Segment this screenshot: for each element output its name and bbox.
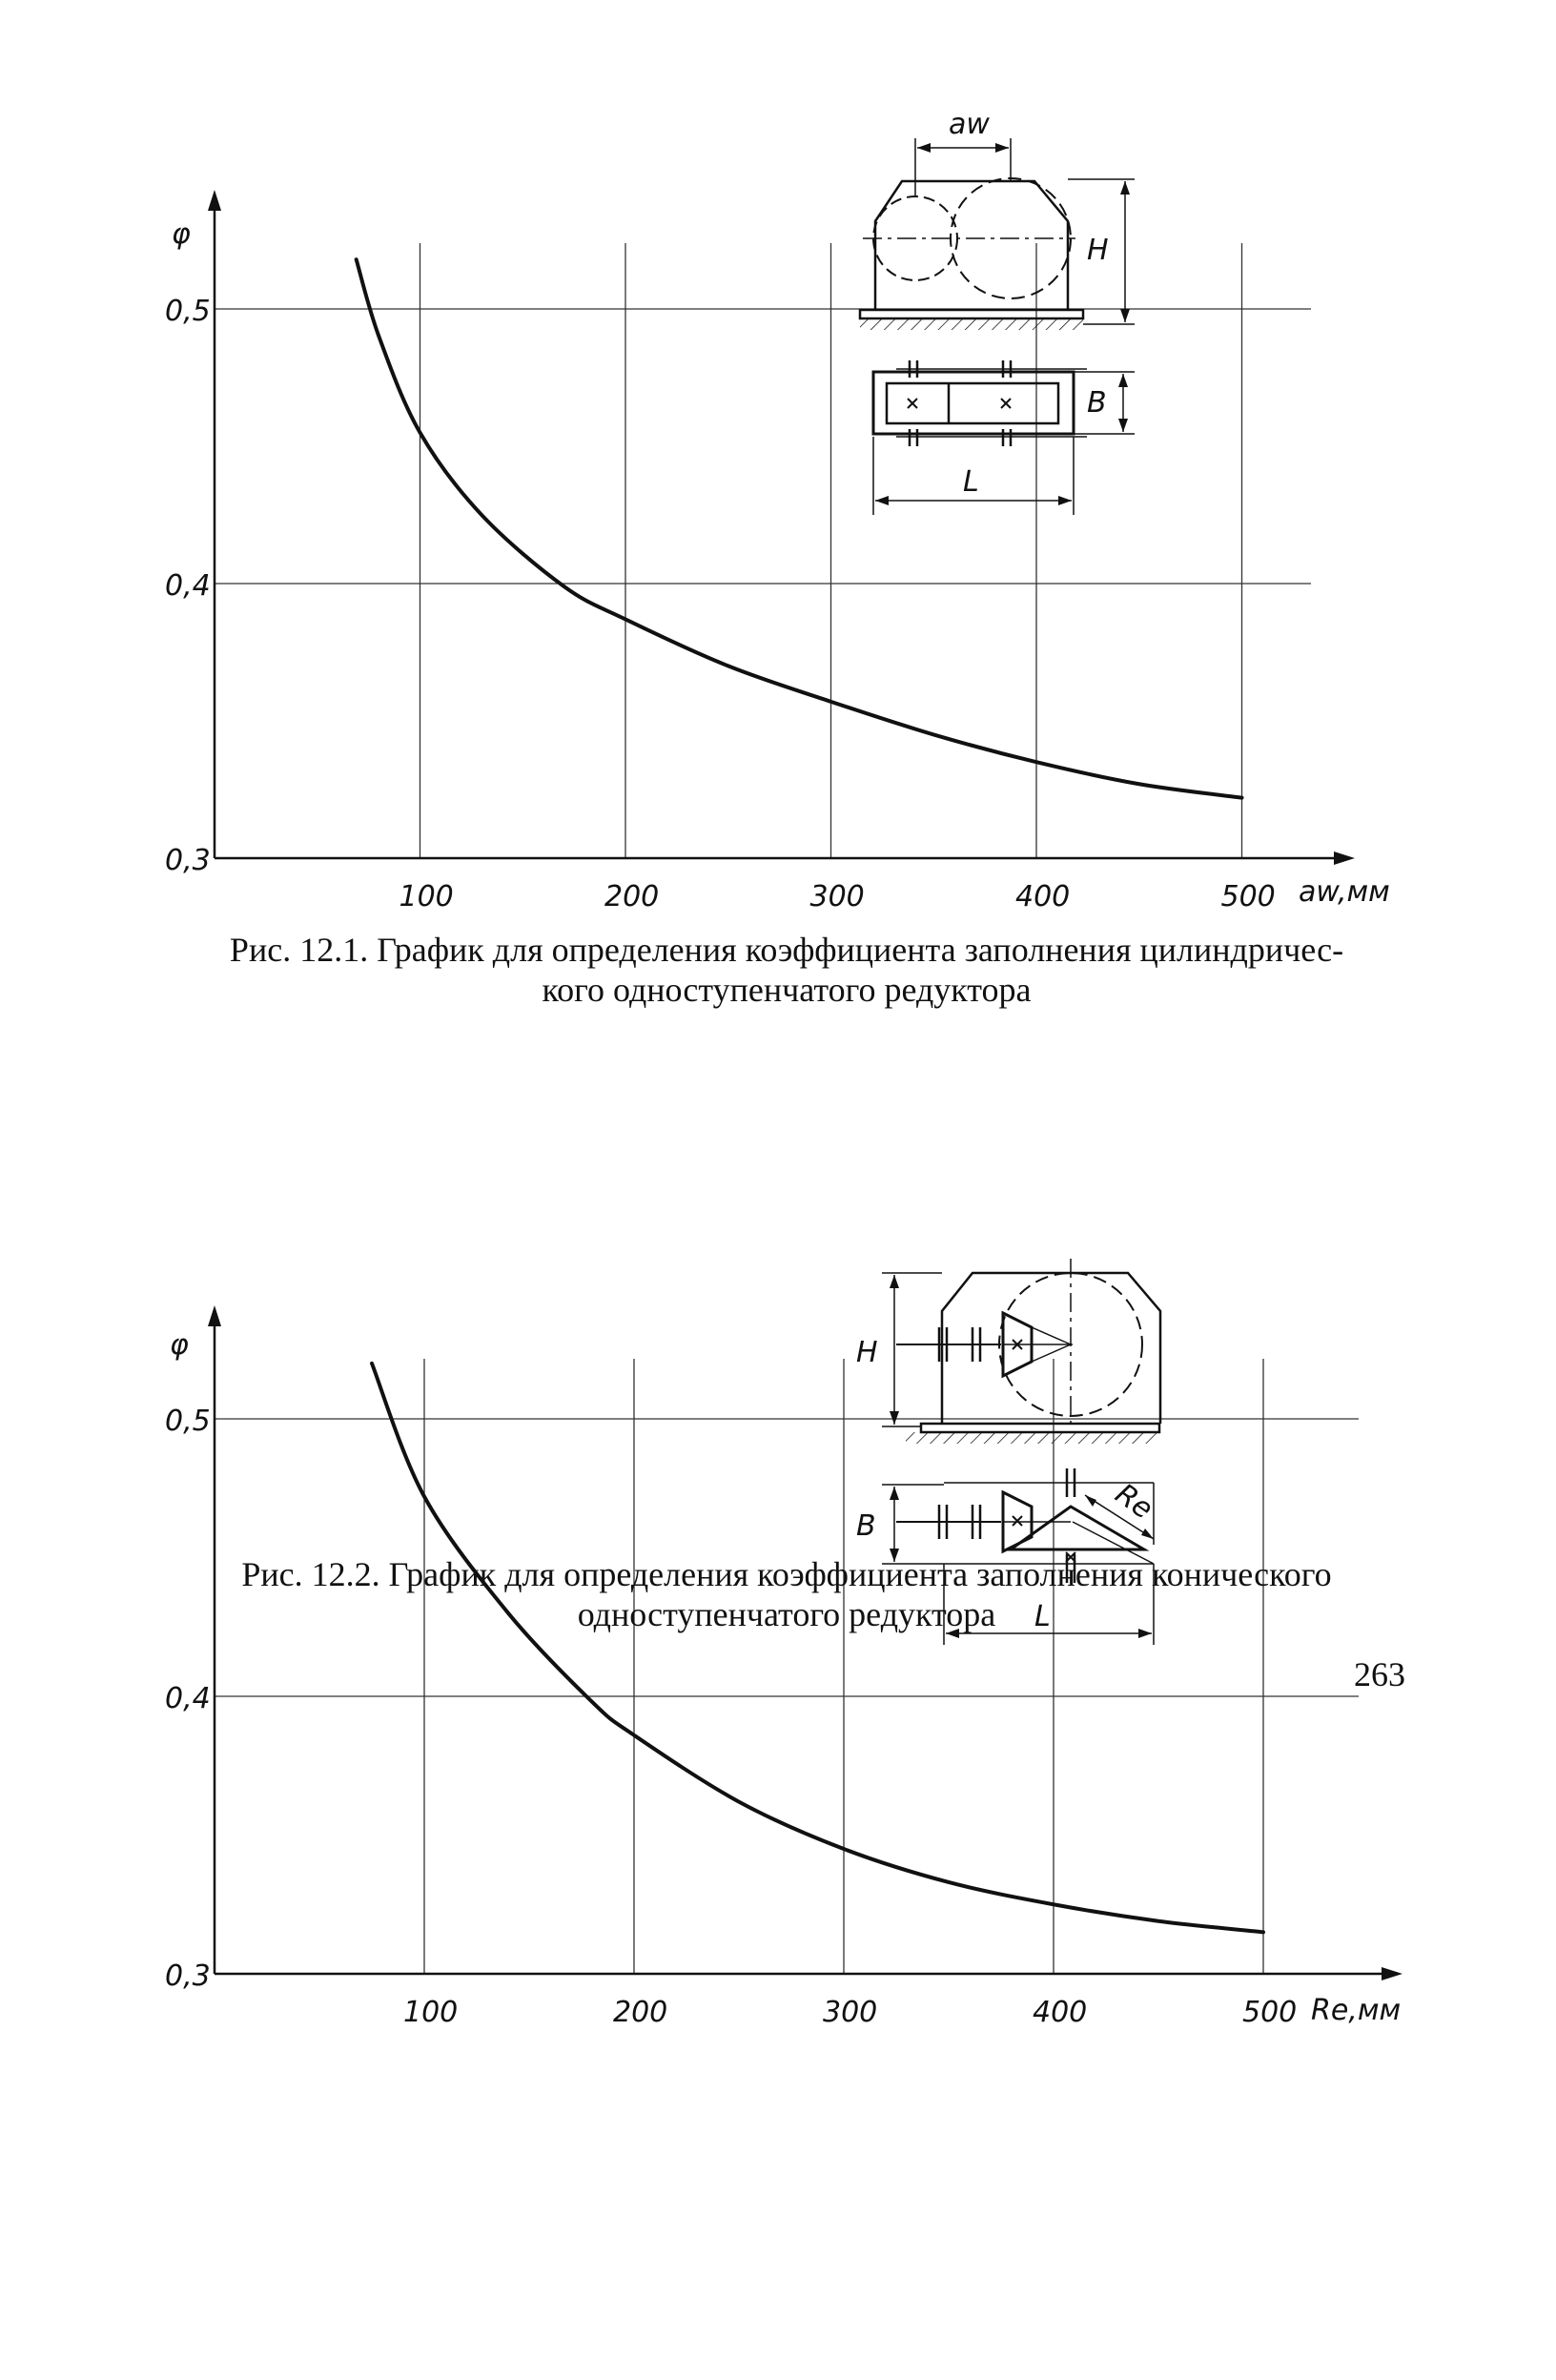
- chart-2-y-axis-label: φ: [170, 1328, 189, 1362]
- chart-1-x-tick-label-500: 500: [1220, 880, 1276, 913]
- chart-2-x-tick-label-300: 300: [823, 1996, 878, 2029]
- page-number: 263: [1354, 1655, 1405, 1693]
- chart-2-series: [372, 1364, 1263, 1933]
- chart-1-y-tick-label-0: 0,3: [165, 844, 211, 877]
- chart-2-x-tick-label-100: 100: [403, 1996, 459, 2029]
- chart-1-y-axis-label: φ: [172, 217, 191, 251]
- chart-1-cylindrical-reducer: [165, 190, 1390, 913]
- figure-1-caption: [143, 930, 1430, 1010]
- figure-2-caption: [143, 1554, 1430, 1634]
- cylindrical-reducer-diagram: [860, 138, 1135, 515]
- chart-2-y-tick-label-2: 0,5: [165, 1405, 211, 1438]
- diagram-2-label-re: Re: [1109, 1477, 1159, 1527]
- diagram-2-label-b: B: [856, 1509, 876, 1543]
- chart-2-grid: [215, 1359, 1359, 1974]
- chart-2-x-tick-label-200: 200: [613, 1996, 668, 2029]
- chart-2-x-tick-label-400: 400: [1033, 1996, 1088, 2029]
- diagram-1-label-l: L: [963, 465, 979, 499]
- figure-1-caption-line-2: кого одноступенчатого редуктора: [542, 971, 1032, 1009]
- chart-1-x-tick-label-400: 400: [1015, 880, 1071, 913]
- chart-1-series-0-line: [357, 259, 1242, 797]
- chart-1-series: [357, 259, 1242, 797]
- chart-2-x-tick-label-500: 500: [1242, 1996, 1298, 2029]
- chart-2-series-0-line: [372, 1364, 1263, 1933]
- diagram-1-label-aw: aw: [949, 108, 990, 141]
- chart-2-y-tick-label-0: 0,3: [165, 1959, 211, 1993]
- chart-2-x-axis-label: Re,мм: [1311, 1994, 1402, 2027]
- chart-1-x-axis-arrow: [1334, 851, 1355, 865]
- chart-2-y-tick-label-1: 0,4: [165, 1682, 211, 1715]
- chart-1-x-tick-label-300: 300: [809, 880, 865, 913]
- chart-2-tick-labels: [165, 1328, 1401, 2029]
- chart-1-x-tick-label-200: 200: [604, 880, 660, 913]
- chart-1-x-tick-label-100: 100: [399, 880, 454, 913]
- diagram-1-label-b: B: [1087, 386, 1107, 420]
- diagram-2-label-h: H: [856, 1336, 878, 1369]
- chart-2-conical-reducer: [165, 1305, 1402, 2029]
- chart-2-x-axis-arrow: [1382, 1967, 1402, 1980]
- chart-1-y-axis-arrow: [208, 190, 221, 211]
- chart-1-tick-labels: [165, 217, 1390, 913]
- figure-2-caption-line-2: одноступенчатого редуктора: [577, 1595, 996, 1633]
- figure-2-caption-line-1: Рис. 12.2. График для определения коэффициента заполнения конического: [241, 1555, 1332, 1593]
- chart-1-axes: [208, 190, 1355, 865]
- chart-1-y-tick-label-2: 0,5: [165, 295, 211, 328]
- figure-1-caption-line-1: Рис. 12.1. График для определения коэффициента заполнения цилиндричес-: [229, 931, 1344, 969]
- diagram-2-label-l: L: [1034, 1600, 1051, 1633]
- diagram-1-label-h: H: [1087, 234, 1109, 267]
- chart-2-y-axis-arrow: [208, 1305, 221, 1326]
- chart-1-x-axis-label: aw,мм: [1299, 875, 1390, 909]
- chart-1-y-tick-label-1: 0,4: [165, 569, 211, 603]
